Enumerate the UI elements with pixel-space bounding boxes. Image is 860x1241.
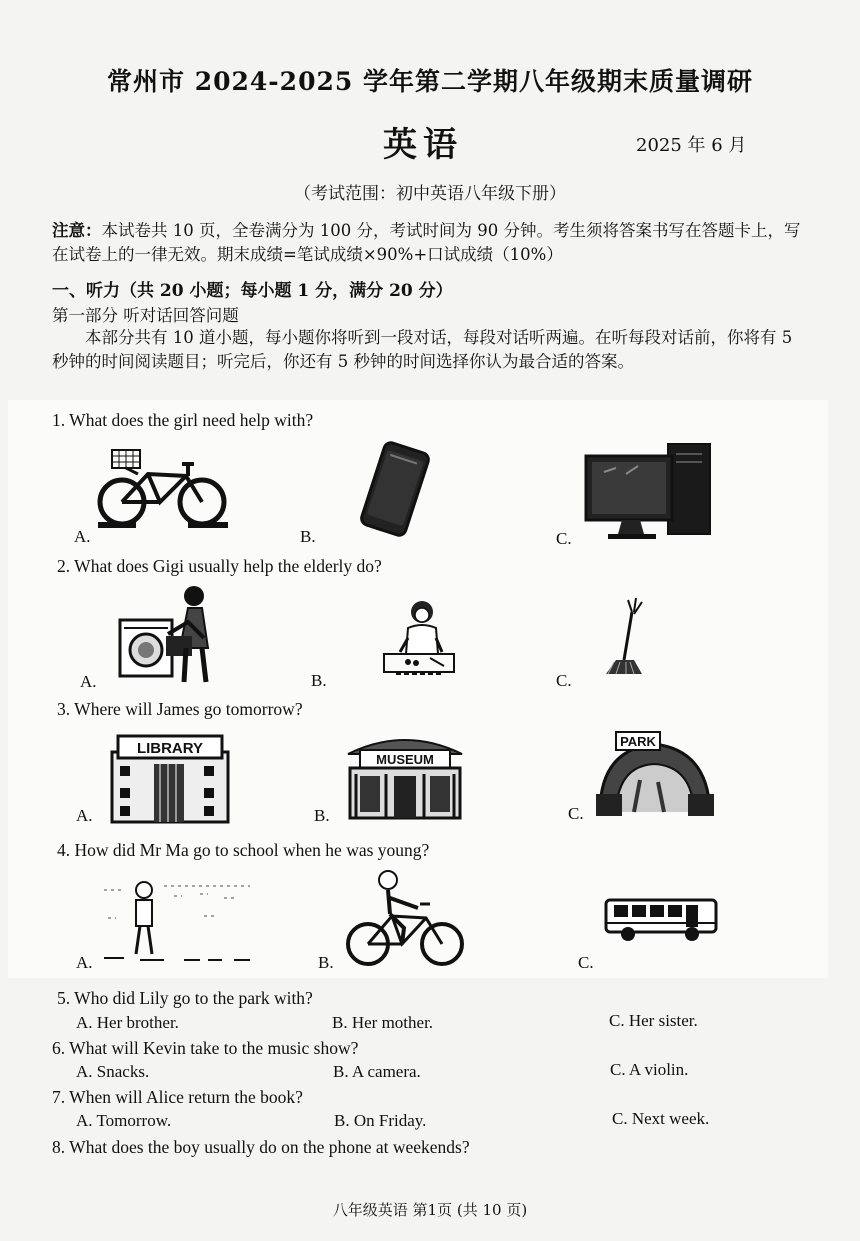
question-8: 8. What does the boy usually do on the phone at weekends? [52,1137,470,1157]
bicycle-icon [98,442,228,532]
note-label: 注意： [52,221,102,240]
option-5c: C. Her sister. [609,1011,698,1030]
option-3a-label: A. [76,806,93,825]
exam-scope: （考试范围：初中英语八年级下册） [294,184,566,204]
option-4a-label: A. [76,953,93,972]
option-1a-label: A. [74,527,91,546]
question-1: 1. What does the girl need help with? [52,410,314,430]
note-text: 本试卷共 10 页，全卷满分为 100 分，考试时间为 90 分钟。考生须将答案书写在答题卡上，写在试卷上的一律无效。期末成绩=笔试成绩×90%+口试成绩（10%） [52,221,801,264]
option-7c: C. Next week. [612,1109,710,1128]
exam-note [52,219,812,267]
museum-building-icon [346,730,464,822]
washing-laundry-icon [118,582,222,688]
option-3b-label: B. [314,806,330,825]
option-5a: A. Her brother. [76,1013,179,1032]
question-4: 4. How did Mr Ma go to school when he was young? [57,840,430,860]
question-3: 3. Where will James go tomorrow? [57,699,303,719]
museum-sign: MUSEUM [376,752,434,767]
option-7b: B. On Friday. [334,1111,427,1130]
library-building-icon [108,734,232,824]
option-1c-label: C. [556,529,572,548]
part-heading: 第一部分 听对话回答问题 [52,306,239,325]
option-4b-label: B. [318,953,334,972]
walking-boy-icon [104,876,250,970]
exam-date: 2025 年 6 月 [636,135,747,156]
option-2a-label: A. [80,672,97,691]
section-heading: 一、听力（共 20 小题；每小题 1 分，满分 20 分） [52,281,453,301]
option-6c: C. A violin. [610,1060,689,1079]
subject-heading: 英语 [383,125,463,165]
question-5: 5. Who did Lily go to the park with? [57,988,313,1008]
broom-sweeping-icon [604,596,654,678]
option-2c-label: C. [556,671,572,690]
question-6: 6. What will Kevin take to the music show? [52,1038,359,1058]
park-gate-icon [594,730,716,822]
cooking-icon [382,598,462,678]
option-7a: A. Tomorrow. [76,1111,172,1130]
page-footer: 八年级英语 第1页 (共 10 页) [332,1201,528,1219]
option-6a: A. Snacks. [76,1062,150,1081]
option-3c-label: C. [568,804,584,823]
option-1b-label: B. [300,527,316,546]
question-2: 2. What does Gigi usually help the elderly do? [57,556,382,576]
option-4c-label: C. [578,953,594,972]
computer-icon [586,438,714,542]
question-7: 7. When will Alice return the book? [52,1087,303,1107]
library-sign: LIBRARY [136,740,204,757]
bus-icon [604,896,722,944]
option-5b: B. Her mother. [332,1013,434,1032]
boy-on-bike-icon [344,868,466,970]
park-sign: PARK [620,734,656,749]
exam-title: 常州市 2024-2025 学年第二学期八年级期末质量调研 [107,67,753,96]
option-6b: B. A camera. [333,1062,421,1081]
part-instructions: 本部分共有 10 道小题，每小题你将听到一段对话，每段对话听两遍。在听每段对话前，你将有 5 秒钟的时间阅读题目；听完后，你还有 5 秒钟的时间选择你认为最合适的答案。 [52,328,793,371]
smartphone-icon [360,442,430,537]
option-2b-label: B. [311,671,327,690]
